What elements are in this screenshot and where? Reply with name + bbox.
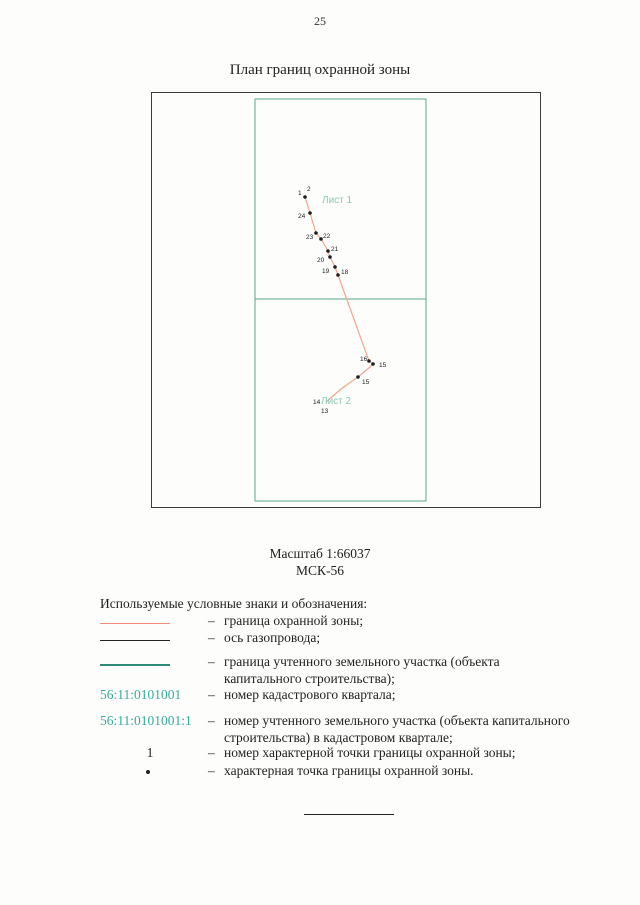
point-marker: [328, 255, 332, 259]
point-label: 19: [322, 268, 330, 275]
point-label: 1: [298, 190, 302, 197]
characteristic-points: [303, 195, 375, 379]
plan-frame: [151, 92, 541, 508]
legend-dash: –: [208, 745, 215, 760]
page-number: 25: [314, 14, 326, 28]
legend-dash: –: [208, 763, 215, 778]
land-plot-line-symbol: [100, 664, 170, 666]
point-number-symbol: 1: [146, 745, 154, 760]
point-label: 22: [323, 233, 331, 240]
sheet-2-label: Лист 2: [321, 396, 352, 407]
point-label: 24: [298, 213, 306, 220]
legend-dash: –: [208, 654, 215, 669]
coordinate-system-label: МСК-56: [295, 563, 344, 578]
legend-title: Используемые условные знаки и обозначения:: [100, 596, 368, 611]
legend-dash: –: [208, 630, 215, 645]
point-label: 20: [317, 257, 325, 264]
point-marker: [314, 231, 318, 235]
point-label: 15: [379, 362, 387, 369]
legend-dash: –: [208, 613, 215, 628]
legend-desc: граница учтенного земельного участка (объекта капитального строительства);: [224, 654, 500, 686]
legend-dash: –: [208, 687, 215, 702]
scale-block: [0, 545, 640, 579]
point-marker: [367, 359, 371, 363]
point-label: 13: [321, 408, 329, 415]
protection-zone-line-symbol: [100, 623, 170, 624]
point-marker: [336, 273, 340, 277]
legend-desc: ось газопровода;: [224, 630, 321, 645]
cadastral-quarter-code: 56:11:0101001: [100, 687, 182, 702]
point-marker: [326, 249, 330, 253]
page-title: План границ охранной зоны: [229, 62, 411, 78]
legend-desc: номер учтенного земельного участка (объекта капитального строительства) в кадастровом квартале;: [224, 713, 570, 745]
sheet-1-label: Лист 1: [322, 195, 353, 206]
point-marker: [356, 375, 360, 379]
bottom-rule: [304, 814, 394, 815]
legend-desc: номер характерной точки границы охранной зоны;: [224, 745, 516, 760]
point-label: 23: [306, 234, 314, 241]
point-marker: [308, 211, 312, 215]
point-label: 16: [360, 356, 368, 363]
point-label: 15: [362, 379, 370, 386]
legend-desc: номер кадастрового квартала;: [224, 687, 396, 702]
land-plot-code: 56:11:0101001:1: [100, 713, 192, 728]
boundary-plan-map: [152, 93, 542, 509]
point-label: 21: [331, 246, 339, 253]
pipeline-axis-line-symbol: [100, 640, 170, 641]
point-marker: [303, 195, 307, 199]
legend-desc: граница охранной зоны;: [224, 613, 364, 628]
point-marker: [371, 362, 375, 366]
legend-dash: –: [208, 713, 215, 728]
point-label: 2: [307, 186, 311, 193]
legend-desc: характерная точка границы охранной зоны.: [224, 763, 474, 778]
scale-label: Масштаб 1:66037: [269, 546, 371, 561]
point-dot-symbol: [146, 770, 150, 774]
point-marker: [333, 265, 337, 269]
point-label: 18: [341, 269, 349, 276]
point-label: 14: [313, 399, 321, 406]
